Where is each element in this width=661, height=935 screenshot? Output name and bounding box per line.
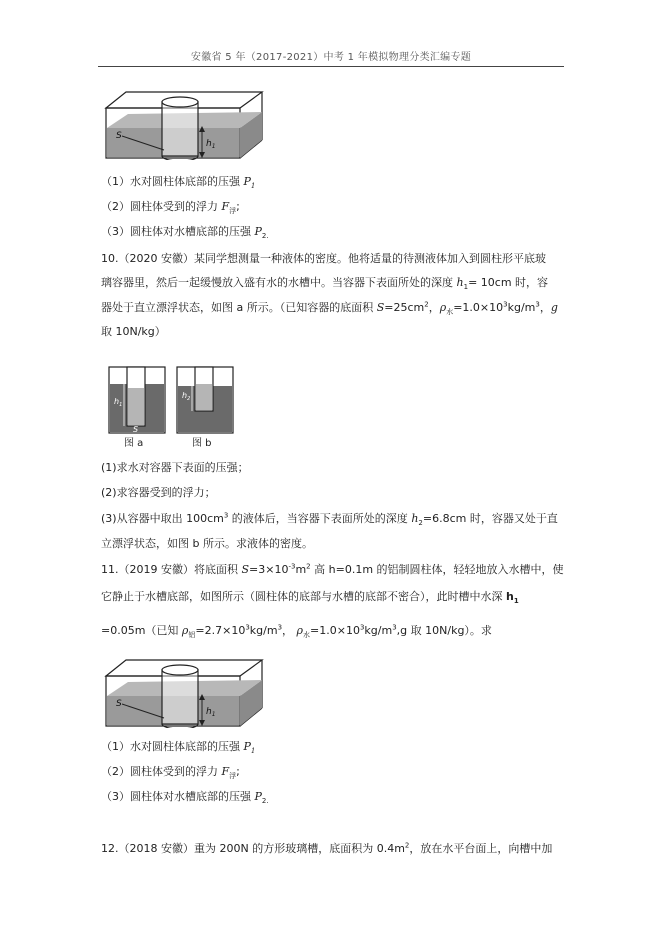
page-header: 安徽省 5 年（2017-2021）中考 1 年模拟物理分类汇编专题 (190, 52, 472, 63)
problem11-question-3: （3）圆柱体对水槽底部的压强 $P_{2.}$ (101, 790, 269, 806)
problem12-line-1: 12.（2018 安徽）重为 200N 的方形玻璃槽，底面积为 $0.4m^2$，放在水平台面上，向槽中加 (101, 841, 553, 855)
problem10-line-2: 璃容器里，然后一起缓慢放入盛有水的水槽中。当容器下表面所处的深度 $h_1= 10cm$ 时，容 (101, 276, 549, 292)
problem10-question-2: (2)求容器受到的浮力； (101, 486, 216, 499)
block1-question-3: （3）圆柱体对水槽底部的压强 $P_{2.}$ (101, 225, 269, 241)
problem10-question-1: (1)求水对容器下表面的压强； (101, 461, 249, 474)
block1-question-2: （2）圆柱体受到的浮力 $F_浮$; (101, 200, 240, 216)
problem11-question-2: （2）圆柱体受到的浮力 $F_浮$; (101, 765, 240, 781)
header-divider (98, 66, 564, 67)
container-figure-a (108, 366, 168, 450)
figure-a-label-s: S (133, 425, 139, 434)
figure-b-label-h: $h_2$ (182, 391, 191, 402)
problem10-line-4: 取 10N/kg） (101, 325, 166, 338)
problem11-line-2: 它静止于水槽底部，如图所示（圆柱体的底部与水槽的底部不密合），此时槽中水深 $h_1$ (101, 590, 519, 606)
figure-a-label-h: $h_1$ (114, 397, 123, 408)
problem11-line-3: =0.05m（已知 $\rho_铝=2.7\times 10^3kg/m^3$， $\rho_水=1.0\times 10^3kg/m^3,g$ 取 10N/kg）。求 (101, 623, 492, 640)
figure-b-caption: 图 b (192, 438, 212, 449)
container-figure-b (176, 366, 236, 450)
tank-figure-1-label-s: S (116, 131, 122, 141)
tank-figure-2-label-s: S (116, 699, 122, 709)
problem10-question-3-cont: 立漂浮状态，如图 b 所示。求液体的密度。 (101, 537, 313, 550)
problem10-question-3: (3)从容器中取出 $100cm^3$ 的液体后，当容器下表面所处的深度 $h_2=6.8cm$ 时，容器又处于直 (101, 511, 558, 528)
problem10-line-3: 器处于直立漂浮状态，如图 a 所示。（已知容器的底面积 $S=25cm^2$，$\rho_水=1.0\times 10^3kg/m^3$，g (101, 300, 558, 317)
problem10-line-1: 10.（2020 安徽）某同学想测量一种液体的密度。他将适量的待测液体加入到圆柱形平底玻 (101, 252, 546, 265)
tank-figure-2-label-h: $h_1$ (206, 707, 216, 718)
tank-figure-2 (104, 656, 264, 728)
tank-figure-1 (104, 88, 264, 160)
block1-question-1: （1）水对圆柱体底部的压强 $P_1$ (101, 175, 256, 191)
problem11-line-1: 11.（2019 安徽）将底面积 $S=3\times 10^{-3}m^2$ 高 h=0.1m 的铝制圆柱体，轻轻地放入水槽中，使 (101, 562, 564, 576)
problem11-question-1: （1）水对圆柱体底部的压强 $P_1$ (101, 740, 256, 756)
tank-figure-1-label-h: $h_1$ (206, 139, 216, 150)
figure-a-caption: 图 a (124, 438, 144, 449)
